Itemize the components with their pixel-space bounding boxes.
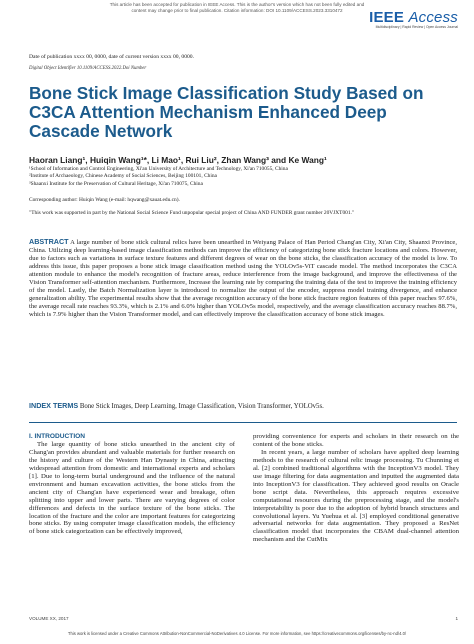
affiliation-1: ¹School of Information and Control Engineering, Xi'an University of Architecture and Technology, Xi'an 710055, China	[29, 166, 288, 172]
ieee-access-logo	[369, 9, 458, 29]
right-column	[253, 433, 459, 544]
author-list: Haoran Liang¹, Huiqin Wang¹*, Li Mao¹, Rui Liu², Zhan Wang³ and Ke Wang¹	[29, 155, 327, 165]
intro-paragraph-1: The large quantity of bone sticks unearthed in the ancient city of Chang'an provides abundant and valuable materials for further research on the history and culture of the Western Han Dynasty in China, attracting widespread attention from domestic and international experts and scholars [1]. Due to long-term burial underground and the influence of the natural environment and human excavation activities, the bone sticks from the ancient city of Chang'an have experienced wear and breakage, often splitting into upper and lower parts. There are varying degrees of color differences and defects in the surface texture of the bone sticks. The location of the fracture and the color are important features for categorizing bone sticks. By using computer image classification models, the efficiency of bone stick categorization can be effectively improved,	[29, 440, 235, 536]
intro-paragraph-2: In recent years, a large number of scholars have applied deep learning methods to the research of cultural relic image processing. Tu Chunning et al. [2] combined traditional algorithms with the InceptionV3 model. They use image filtering for data augmentation and inputted the augmented data into InceptionV3 for classification. They achieved good results on Oracle bone script data. Nevertheless, this approach requires excessive computational resources during the preprocessing stage, and the model's interpretability is poor due to the adoption of hybrid branch structures and convolutional layers. Yu Yuehua et al. [3] employed conditional generative adversarial networks for data augmentation. They proposed a ResNet classification model that incorporates the CBAM dual-channel attention mechanism and the CutMix	[253, 448, 459, 544]
publication-note-line2: content may change prior to final publication. Citation information: DOI 10.1109/ACCESS.2023.3310472	[131, 8, 343, 13]
paper-title: Bone Stick Image Classification Study Based on C3CA Attention Mechanism Enhanced Deep Cascade Network	[29, 83, 424, 141]
index-terms	[29, 401, 457, 410]
section-heading: I. INTRODUCTION	[29, 433, 86, 440]
affiliation-2: ²Institute of Archaeology, Chinese Academy of Social Sciences, Beijing 100101, China	[29, 173, 217, 180]
section-divider	[29, 422, 457, 423]
affiliations	[29, 166, 459, 188]
index-terms-label: INDEX TERMS	[29, 401, 79, 410]
logo-sub: Access	[408, 9, 458, 26]
logo-main: IEEE	[369, 9, 405, 26]
abstract-text: A large number of bone stick cultural relics have been unearthed in Weiyang Palace of Han Period Chang'an City, Xi'an City, Shaanxi Province, China. Utilizing deep learning-based image classification methods can improve the efficiency of categorizing bone stick fracture locations and colors. However, due to factors such as variations in surface texture features and different degrees of wear on the bone sticks, the classification accuracy of the model is low. To address this issue, this paper proposes a bone stick image classification method using the YOLOv5s-ViT cascade model. The method incorporates the C3CA attention module to enhance the model's recognition of fracture areas, reduce interference from the image background, and improve the effectiveness of the Vision Transformer self-attention mechanism. Furthermore, Increase the learning rate by comparing the training data of the test to improve the training efficiency of the model. Lastly, the Batch Normalization layer is introduced to normalize the output of the encoder, suppress model training divergence, and enhance generalization ability. The experimental results show that the average recognition accuracy of the bone stick fracture region features of this paper reaches 97.6%, the average recall rate reaches 93.3%, which is 2.1% and 6.0% higher than YOLOv5s model, respectively, and the average classification accuracy reaches 88.7%, which is 7.9% higher than the Vision Transformer model, and can effectively improve the classification accuracy of bone stick images.	[29, 239, 457, 319]
footer-page-number: 1	[455, 616, 458, 621]
intro-paragraph-continued: providing convenience for experts and scholars in their research on the content of the bone sticks.	[253, 433, 459, 448]
publication-dates: Date of publication xxxx 00, 0000, date of current version xxxx 00, 0000.	[29, 54, 194, 60]
abstract-section	[29, 238, 457, 319]
index-terms-text: Bone Stick Images, Deep Learning, Image Classification, Vision Transformer, YOLOv5s.	[79, 403, 324, 410]
affiliation-3: ³Shaanxi Institute for the Preservation of Cultural Heritage, Xi'an 710075, China	[29, 180, 203, 187]
corresponding-author: Corresponding author: Huiqin Wang (e-mail: hqwang@xauat.edu.cn).	[29, 197, 180, 203]
publication-note-line1: This article has been accepted for publication in IEEE Access. This is the author's version which has not been fully edited and	[109, 2, 365, 7]
funding-note: "This work was supported in part by the National Social Science Fund unpopular special project of China AND FUNDER grant number 20VJXT001."	[29, 210, 355, 216]
footer-volume: VOLUME XX, 2017	[29, 616, 69, 621]
left-column	[29, 433, 235, 536]
footer-license: This work is licensed under a Creative Commons Attribution-NonCommercial-NoDerivatives 4.0 License. For more information, see https://creativecommons.org/licenses/by-nc-nd/4.0/	[67, 631, 407, 636]
doi-line: Digital Object Identifier 10.1109/ACCESS.2022.Doi Number	[29, 66, 147, 71]
logo-tagline: Multidisciplinary | Rapid Review | Open Access Journal	[375, 25, 458, 29]
abstract-label: ABSTRACT	[29, 237, 69, 246]
